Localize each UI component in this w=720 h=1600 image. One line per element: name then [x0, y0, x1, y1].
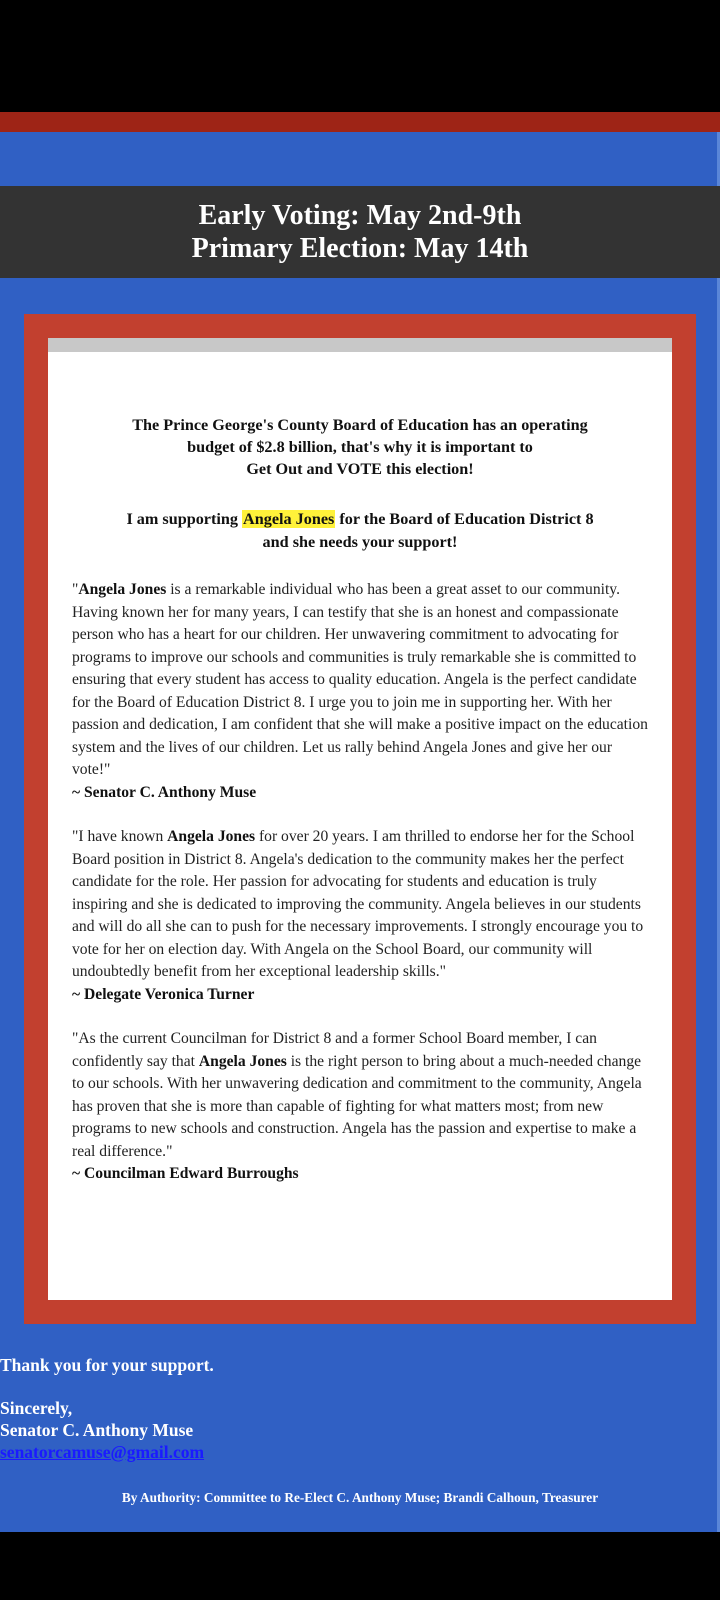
support-suffix: for the Board of Education District 8: [335, 510, 594, 528]
primary-election-line: Primary Election: May 14th: [191, 233, 529, 264]
bottom-black-bar: [0, 1532, 720, 1600]
authority-disclaimer: By Authority: Committee to Re-Elect C. Anthony Muse; Brandi Calhoun, Treasurer: [121, 1490, 599, 1505]
quote-text: is a remarkable individual who has been a great asset to our community. Having known her for many years, I can testify that she is an honest and compassionate person who has a heart for our children. Her unwavering commitment to advocating for programs to improve our schools and communities is truly remarkable she is committed to ensuring that every student has access to quality education. Angela is the perfect candidate for the Board of Education District 8. I urge you to join me in supporting her. With her passion and dedication, I am confident that she will make a positive impact on the education system and the lives of our children. Let us rally behind Angela Jones and give her our vote!": [72, 581, 648, 778]
red-stripe: [0, 112, 720, 132]
endorsement-quote-muse: [72, 579, 648, 804]
election-dates-banner: [0, 186, 720, 278]
quote-signature: ~ Delegate Veronica Turner: [72, 985, 255, 1003]
intro-line-3: Get Out and VOTE this election!: [246, 460, 474, 478]
quote-signature: ~ Councilman Edward Burroughs: [72, 1165, 299, 1182]
endorsement-quote-turner: [72, 826, 648, 1006]
endorsement-card: [48, 338, 672, 1300]
candidate-name: Angela Jones: [167, 828, 256, 845]
quote-signature: ~ Senator C. Anthony Muse: [72, 783, 257, 801]
signer-name: Senator C. Anthony Muse: [0, 1420, 194, 1440]
quote-before: "As the current Councilman for District 8 and a former School Board member, I can confidently say that: [72, 1030, 597, 1070]
top-black-bar: [0, 0, 720, 112]
thank-you-text: Thank you for your support.: [0, 1355, 214, 1375]
candidate-name: Angela Jones: [78, 581, 167, 598]
quote-text: is the right person to bring about a much-needed change to our schools. With her unwavering dedication and commitment to the community, Angela has proven that she is more than capable of fighting for what matters most; from new programs to new schools and construction. Angela has the passion and expertise to make a real difference.": [72, 1052, 642, 1160]
budget-intro: [72, 414, 648, 480]
card-content: [72, 414, 648, 1208]
intro-line-1: The Prince George's County Board of Education has an operating: [132, 416, 588, 434]
email-link[interactable]: senatorcamuse@gmail.com: [0, 1442, 205, 1462]
quote-before: "I have known: [72, 828, 168, 845]
quote-open: ": [72, 581, 79, 598]
candidate-name-highlight: Angela Jones: [243, 510, 335, 528]
support-statement: [72, 508, 648, 554]
closing-footer: [0, 1354, 720, 1463]
card-top-bar: [48, 338, 672, 352]
candidate-name: Angela Jones: [198, 1052, 287, 1070]
intro-line-2: budget of $2.8 billion, that's why it is important to: [187, 438, 533, 456]
endorsement-quote-burroughs: [72, 1028, 648, 1186]
support-line-2: and she needs your support!: [262, 533, 458, 551]
early-voting-line: Early Voting: May 2nd-9th: [198, 200, 522, 231]
closing-text: Sincerely,: [0, 1398, 73, 1418]
quote-text: for over 20 years. I am thrilled to endorse her for the School Board position in District 8. Angela's dedication to the community makes her the perfect candidate for the role. Her passion for advocating for students and education is truly inspiring and she is dedicated to improving the community. Angela believes in our students and will do all she can to push for the necessary improvements. I strongly encourage you to vote for her on election day. With Angela on the School Board, our community will undoubtedly benefit from her exceptional leadership skills.": [72, 828, 644, 980]
support-prefix: I am supporting: [126, 510, 243, 528]
